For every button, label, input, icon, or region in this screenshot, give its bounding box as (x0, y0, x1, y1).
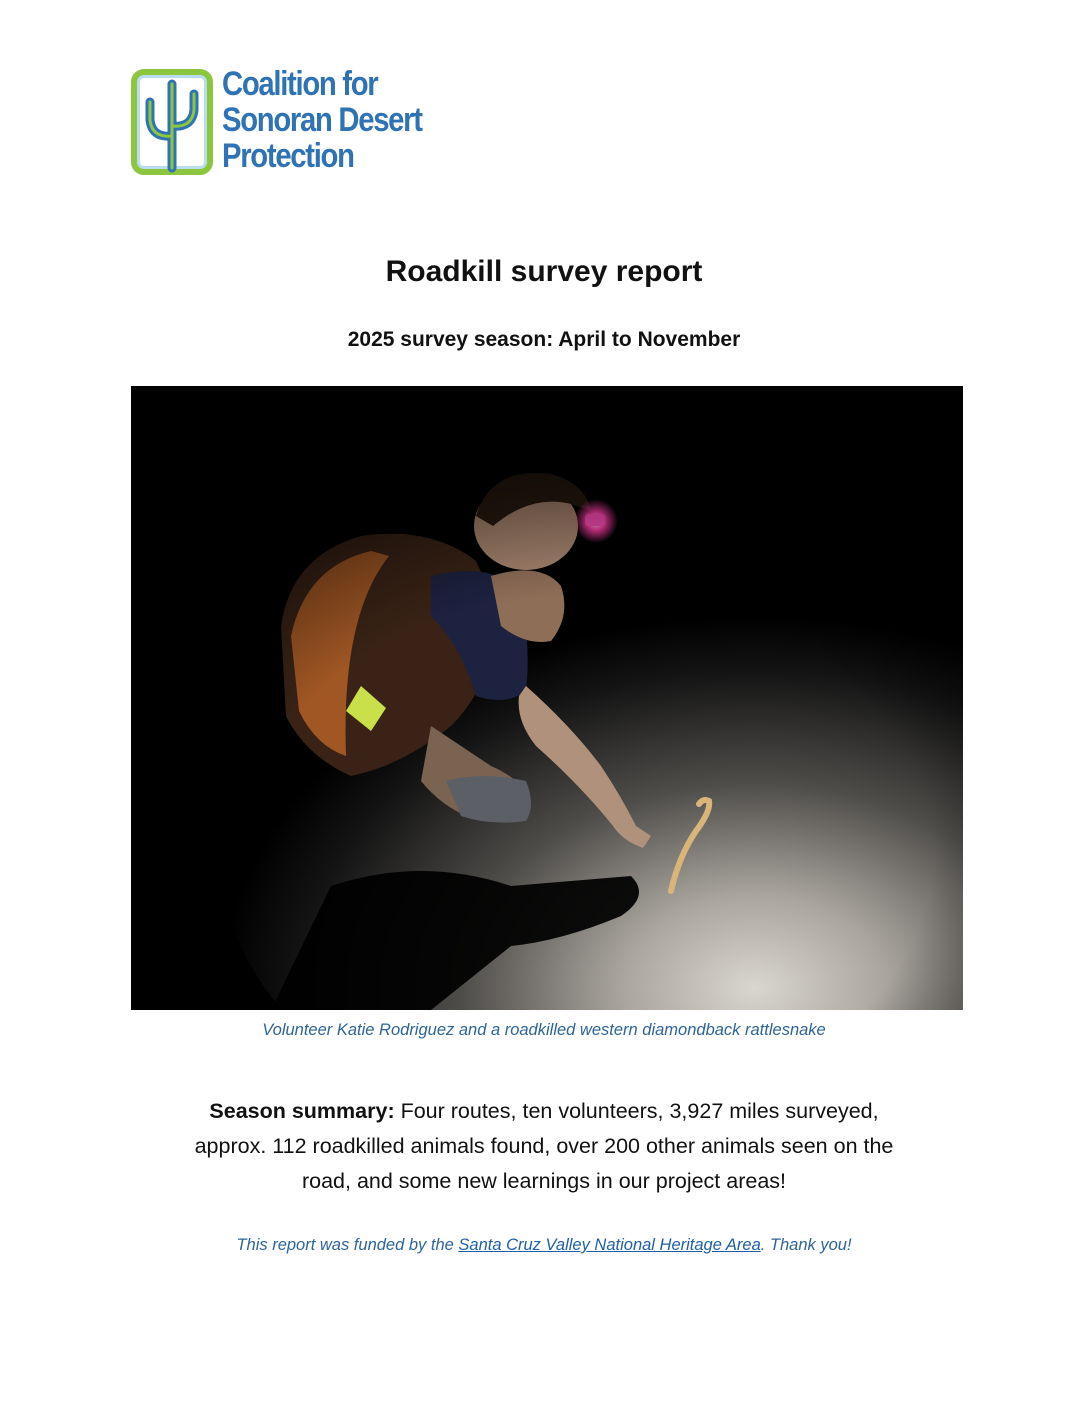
season-summary (190, 1094, 898, 1199)
summary-lead: Season summary: (209, 1099, 395, 1123)
heritage-area-link[interactable]: Santa Cruz Valley National Heritage Area (458, 1236, 761, 1254)
photo-illustration (131, 386, 963, 1010)
logo-line-3: Protection (222, 137, 354, 175)
logo-line-1: Coalition for (222, 65, 378, 103)
saguaro-cactus-icon (128, 66, 216, 178)
funding-note (0, 1236, 1088, 1255)
logo-line-2: Sonoran Desert (222, 101, 422, 139)
cover-photo (131, 386, 963, 1010)
summary-text: Four routes, ten volunteers, 3,927 miles surveyed, approx. 112 roadkilled animals found, over 200 other animals seen on the road, and some new learnings in our project areas! (194, 1099, 894, 1193)
organization-logo (128, 62, 458, 182)
funding-prefix: This report was funded by the (236, 1236, 459, 1254)
report-title: Roadkill survey report (385, 255, 703, 288)
photo-caption: Volunteer Katie Rodriguez and a roadkilled western diamondback rattlesnake (262, 1021, 826, 1039)
organization-name (222, 66, 422, 174)
funding-suffix: . Thank you! (760, 1236, 852, 1254)
report-subtitle: 2025 survey season: April to November (347, 328, 741, 351)
